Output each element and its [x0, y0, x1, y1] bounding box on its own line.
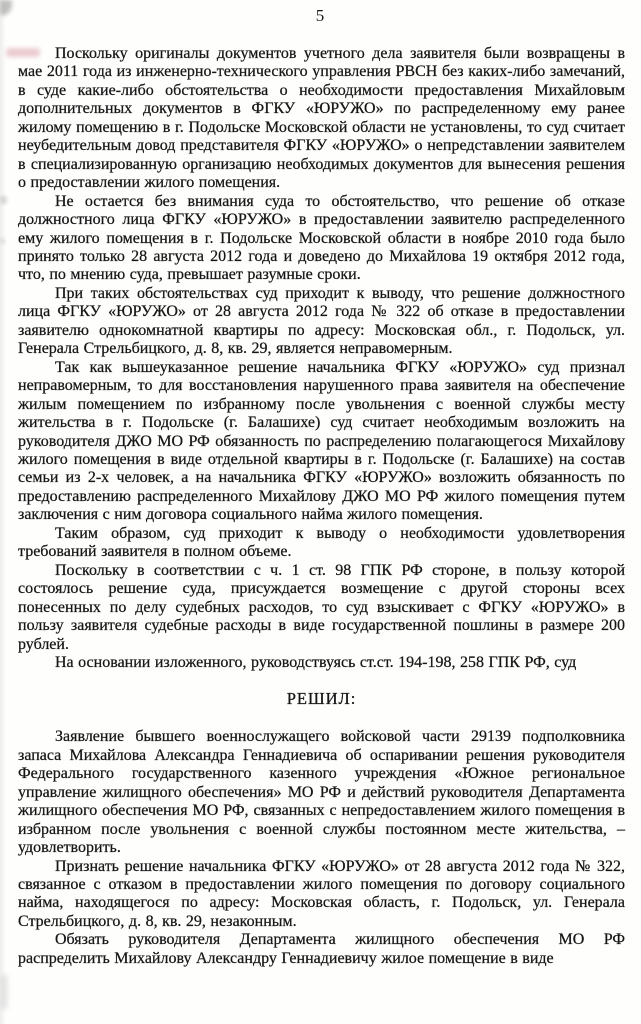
paragraph-restoration-of-rights: Так как вышеуказанное решение начальника ФГКУ «ЮРУЖО» суд признал неправомерным, то для восстановления нарушенного права заявителя на обеспечение жилым помещением по избранному после увольнения с военной службы месту жительства в г. Подольске (г. Балашихе) суд считает необходимым возложить на руководителя ДЖО МО РФ обязанность по распределению полагающегося Михайлову жилого помещения в виде отдельной квартиры в г. Подольске (г. Балашихе) на состав семьи из 2-х человек, а на начальника ФГКУ «ЮРУЖО» возложить обязанность по предоставлению распределенного Михайлову ДЖО МО РФ жилого помещения путем заключения с ним договора социального найма жилого помещения.: [18, 358, 625, 524]
paragraph-full-satisfaction: Таким образом, суд приходит к выводу о необходимости удовлетворения требований заявителя в полном объеме.: [18, 524, 625, 561]
paragraph-ruling-oblige-distribute: Обязать руководителя Департамента жилищного обеспечения МО РФ распределить Михайлову Александру Геннадиевичу жилое помещение в виде: [18, 931, 625, 967]
paragraph-court-costs: Поскольку в соответствии с ч. 1 ст. 98 ГПК РФ стороне, в пользу которой состоялось решение суда, присуждается возмещение с другой стороны всех понесенных по делу судебных расходов, то суд взыскивает с ФГКУ «ЮРУЖО» в пользу заявителя судебные расходы в виде государственной пошлины в размере 200 рублей.: [18, 561, 625, 653]
paragraph-ruling-satisfy: Заявление бывшего военнослужащего войсковой части 29139 подполковника запаса Михайлова Александра Геннадиевича об оспаривании решения руководителя Федерального государственного казенного учреждения «Южное региональное управление жилищного обеспечения» МО РФ и действий руководителя Департамента жилищного обеспечения МО РФ, связанных с непредоставлением жилого помещения в избранном после увольнения с военной службы постоянном месте жительства, – удовлетворить.: [18, 728, 625, 857]
scan-artifact-left-smudge: [0, 238, 5, 244]
scan-edge-shading: [0, 0, 6, 1024]
page-number: 5: [315, 6, 326, 25]
decision-heading: РЕШИЛ:: [286, 689, 357, 709]
scan-artifact-bottom-smudge: [0, 975, 8, 1009]
paragraph-documents-returned: Поскольку оригиналы документов учетного дела заявителя были возвращены в мае 2011 года из инженерно-технического управления РВСН без каких-либо замечаний, в суде какие-либо обстоятельства о необходимости предоставления Михайловым дополнительных документов в ФГКУ «ЮРУЖО» по распределенному ему ранее жилому помещению в г. Подольске Московской области не установлены, то суд считает неубедительным довод представителя ФГКУ «ЮРУЖО» о непредставлении заявителем в специализированную организацию необходимых документов для вынесения решения о предоставлении жилого помещения.: [18, 45, 625, 192]
paragraph-legal-basis: На основании изложенного, руководствуясь ст.ст. 194-198, 258 ГПК РФ, суд: [55, 653, 577, 671]
paragraph-decision-unlawful: При таких обстоятельствах суд приходит к выводу, что решение должностного лица ФГКУ «ЮРУЖО» от 28 августа 2012 года № 322 об отказе в предоставлении заявителю однокомнатной квартиры по адресу: Московская обл., г. Подольск, ул. Генерала Стрельбицкого, д. 8, кв. 29, является неправомерным.: [18, 284, 625, 358]
scan-artifact-left-smudge: [0, 196, 7, 204]
document-text-body: [18, 45, 625, 968]
paragraph-ruling-recognize-unlawful: Признать решение начальника ФГКУ «ЮРУЖО» от 28 августа 2012 года № 322, связанное с отказом в предоставлении жилого помещения по договору социального найма, находящегося по адресу: Московская область, г. Подольск, ул. Генерала Стрельбицкого, д. 8, кв. 29, незаконным.: [18, 857, 625, 930]
paragraph-refusal-delay: Не остается без внимания суда то обстоятельство, что решение об отказе должностного лица ФГКУ «ЮРУЖО» в предоставлении заявителю распределенного ему жилого помещения в г. Подольске Московской области в ноябре 2010 года было принято только 28 августа 2012 года и доведено до Михайлова 19 октября 2012 года, что, по мнению суда, превышает разумные сроки.: [18, 192, 625, 284]
